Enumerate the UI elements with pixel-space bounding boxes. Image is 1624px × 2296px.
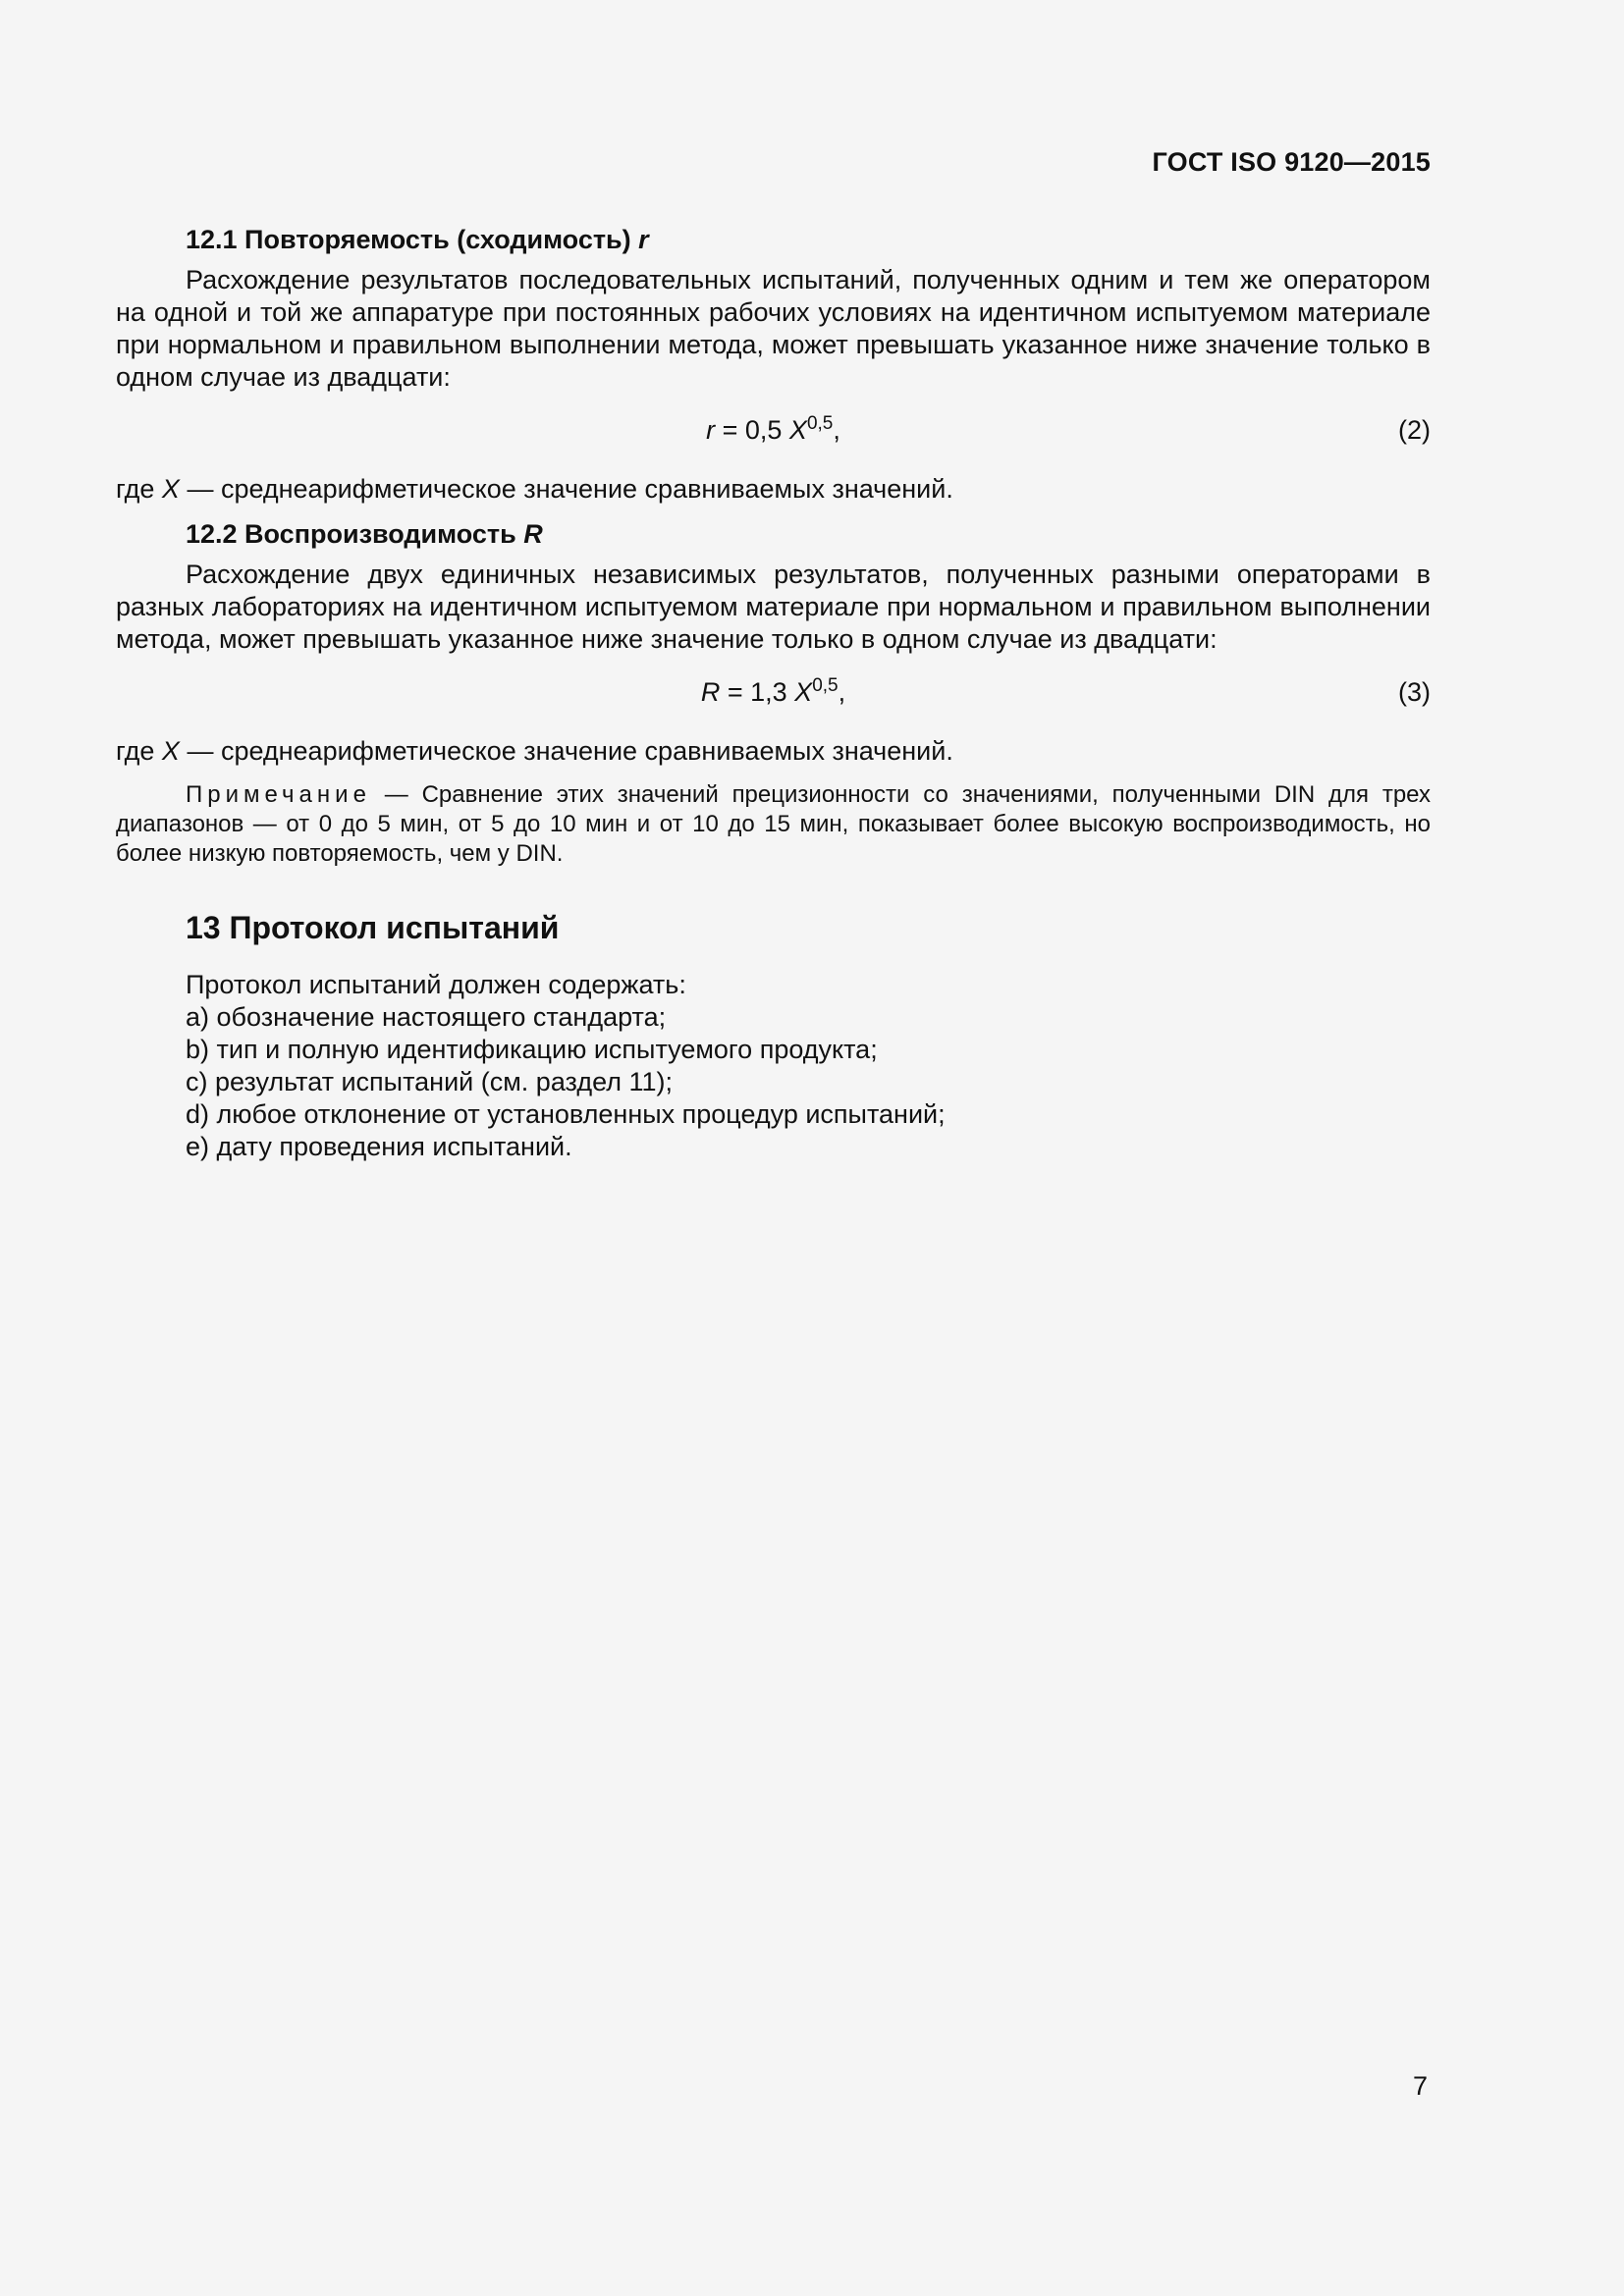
- list-item: d) любое отклонение от установленных процедур испытаний;: [186, 1099, 946, 1129]
- formula-3-where: где X — среднеарифметическое значение сравниваемых значений.: [116, 736, 953, 766]
- list-item: e) дату проведения испытаний.: [186, 1132, 572, 1161]
- page-number: 7: [1412, 2071, 1428, 2101]
- note-text: — Сравнение этих значений прецизионности со значениями, полученными DIN для трех диапазонов — от 0 до 5 мин, от 5 до 10 мин и от 10 до 15 мин, показывает более высокую воспроизводимость, но более низкую повторяемость, чем у DIN.: [116, 781, 1431, 867]
- note-label: Примечание: [186, 781, 371, 808]
- section-12-2-paragraph: Расхождение двух единичных независимых результатов, полученных разными операторами в разных лабораториях на идентичном испытуемом материале при нормальном и правильном выполнении метода, может превышать указанное ниже значение только в одном случае из двадцати:: [116, 560, 1431, 654]
- list-item: c) результат испытаний (см. раздел 11);: [186, 1067, 673, 1096]
- list-item: b) тип и полную идентификацию испытуемого продукта;: [186, 1035, 878, 1064]
- formula-2-where: где X — среднеарифметическое значение сравниваемых значений.: [116, 474, 953, 504]
- formula-2: r = 0,5 X$^{0,5}$,: [706, 413, 840, 445]
- section-12-1-heading: 12.1 Повторяемость (сходимость) r: [186, 225, 649, 254]
- protocol-intro: Протокол испытаний должен содержать:: [186, 970, 686, 999]
- section-12-2-heading: 12.2 Воспроизводимость R: [186, 519, 543, 549]
- formula-3-row: [116, 676, 1431, 716]
- document-code-header: ГОСТ ISO 9120—2015: [1152, 147, 1431, 177]
- note-paragraph: [116, 780, 1431, 869]
- protocol-list: [116, 969, 1431, 1163]
- formula-2-number: (2): [1398, 415, 1431, 445]
- page-content: [116, 224, 1431, 1163]
- section-12-1-paragraph: Расхождение результатов последовательных испытаний, полученных одним и тем же оператором на одной и той же аппаратуре при постоянных рабочих условиях на идентичном испытуемом материале при нормальном и правильном выполнении метода, может превышать указанное ниже значение только в одном случае из двадцати:: [116, 265, 1431, 392]
- list-item: a) обозначение настоящего стандарта;: [186, 1002, 667, 1032]
- formula-3-number: (3): [1398, 677, 1431, 707]
- formula-2-row: [116, 414, 1431, 454]
- formula-3: R = 1,3 X$^{0,5}$,: [700, 675, 846, 707]
- section-13-heading: 13 Протокол испытаний: [186, 910, 560, 945]
